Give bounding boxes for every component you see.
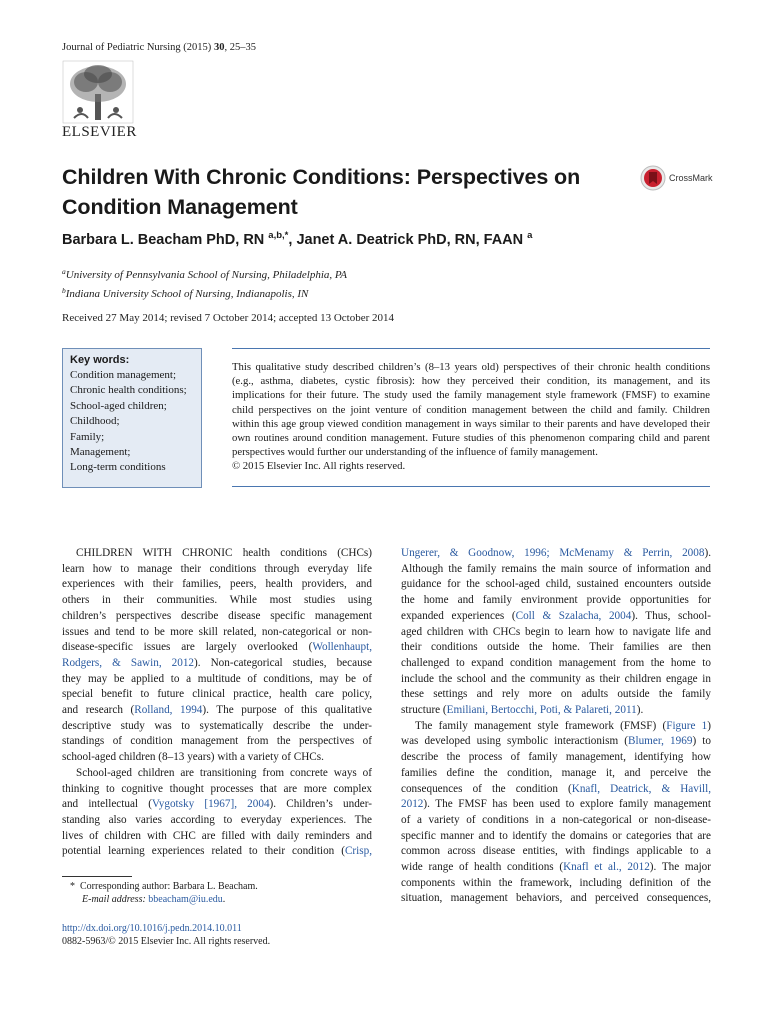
citation-link[interactable]: Ungerer, & Goodnow, 1996; McMenamy & Perrin, 2008 — [401, 547, 705, 559]
author-list: Barbara L. Beacham PhD, RN $^{a,b,*}$, Janet A. Deatrick PhD, RN, FAAN $^a$ — [62, 230, 533, 248]
article-title: Children With Chronic Conditions: Perspectives on Condition Management — [62, 165, 581, 219]
doi-block — [62, 922, 270, 948]
crossmark-badge[interactable] — [640, 165, 713, 191]
body-text-line — [401, 625, 711, 641]
keyword-item: Chronic health conditions; — [70, 384, 187, 397]
citation-link[interactable]: Emiliani, Bertocchi, Poti, & Palareti, 2011 — [446, 704, 637, 717]
body-text: ). — [636, 704, 644, 717]
issn-line: 0882-5963/© 2015 Elsevier Inc. All rights reserved. — [62, 936, 271, 947]
body-text-line — [62, 766, 372, 782]
body-text-line — [62, 546, 372, 562]
keywords-box — [62, 348, 202, 488]
body-text-line — [401, 703, 711, 719]
body-text: standing also varies according to everyday experiences. The — [62, 813, 372, 826]
keyword-item: Family; — [70, 430, 105, 443]
keyword-item: Condition management; — [70, 369, 177, 381]
body-text-line — [62, 656, 372, 672]
body-text: families define the condition, manage it, and perceive the — [401, 766, 711, 779]
body-text-line — [62, 609, 372, 625]
body-text-line — [401, 672, 711, 688]
body-text: consequences of the condition ( — [401, 782, 572, 795]
email-label: E-mail address: — [82, 894, 146, 905]
citation-link[interactable]: Knafl et al., 2012 — [563, 861, 650, 874]
body-text-line — [401, 844, 711, 860]
body-text: ). The major — [649, 861, 712, 874]
body-text: CHILDREN WITH CHRONIC health conditions (CHCs) — [76, 547, 372, 559]
body-text-line — [62, 577, 372, 593]
body-text-line — [401, 562, 711, 578]
body-text-line — [62, 640, 372, 656]
body-text: thinking to cognitive thought processes that are more complex — [62, 782, 372, 795]
body-text-line — [401, 609, 711, 625]
body-text: was developed using symbolic interactionism ( — [401, 735, 629, 748]
citation-link[interactable]: Vygotsky [1967], 2004 — [151, 798, 270, 811]
body-text-line — [62, 593, 372, 609]
body-text: specific manner and to identify the domains or categories that are — [401, 829, 711, 842]
body-text: ). — [704, 547, 711, 559]
body-text-line — [62, 719, 372, 735]
body-text: their conditions outside the home. Their families are then — [401, 641, 711, 654]
body-text: challenged to expand condition management from the home to — [401, 656, 711, 669]
body-text-line — [62, 813, 372, 829]
abstract-top-rule — [232, 348, 710, 349]
body-text: and intellectual ( — [62, 798, 152, 811]
journal-volume: 30 — [213, 42, 225, 53]
abstract-line: within this age group viewed condition management in ways similar to their parents and have developed their — [232, 417, 710, 430]
body-text: situation, management behaviors, and perceived consequences, — [401, 892, 711, 905]
body-text-line — [62, 687, 372, 703]
body-text: ). Thus, school- — [631, 609, 711, 622]
elsevier-tree-logo — [62, 60, 134, 124]
footnote-star: * — [70, 881, 75, 892]
body-text: common across disease entities, with findings applicable to a — [401, 845, 711, 858]
copyright-line: © 2015 Elsevier Inc. All rights reserved. — [232, 460, 406, 473]
body-text-line — [62, 672, 372, 688]
journal-name: Journal of Pediatric Nursing (2015) — [62, 42, 212, 53]
body-text: of a variety of conditions in a non-categorical or non-disease- — [401, 813, 711, 826]
citation-link[interactable]: Coll & Szalacha, 2004 — [515, 609, 632, 622]
crossmark-icon — [640, 165, 666, 191]
body-text-line — [62, 797, 372, 813]
keyword-item: Management; — [70, 446, 131, 459]
body-text-line — [401, 640, 711, 656]
abstract-line: (e.g., asthma, diabetes, cystic fibrosis): how they perceived their condition, its management, and its — [232, 375, 710, 388]
body-text-line — [401, 766, 711, 782]
body-text-line — [401, 687, 711, 703]
affiliation: $^b$Indiana University School of Nursing, Indianapolis, IN — [62, 286, 309, 300]
body-text: ) — [707, 719, 711, 732]
keyword-item: Long-term conditions — [70, 461, 166, 474]
body-text: potential learning experiences related to their condition ( — [62, 845, 345, 858]
body-text: ). The FMSF has been used to explore family management — [423, 798, 711, 811]
body-text-line — [62, 782, 372, 798]
keywords-title: Key words: — [70, 354, 130, 366]
body-text-line — [401, 891, 711, 907]
abstract-line: perspectives would further our understanding of the influence of family management. — [232, 446, 598, 459]
body-text: guidance for the school-aged child, sustained encounters outside — [401, 578, 711, 591]
footnote-rule — [62, 876, 132, 877]
body-text: and research ( — [62, 704, 135, 717]
body-text: they may be applied to a multitude of conditions, may be of — [62, 672, 372, 685]
body-text: ). Non-categorical studies, because — [194, 656, 372, 669]
body-text: wide range of health conditions ( — [401, 861, 564, 874]
abstract-bottom-rule — [232, 486, 710, 487]
body-text-line — [401, 734, 711, 750]
citation-link[interactable]: Blumer, 1969 — [628, 735, 693, 748]
body-text-line — [401, 829, 711, 845]
body-text-line — [62, 829, 372, 845]
email-link[interactable]: bbeacham@iu.edu — [148, 894, 223, 905]
body-text: disease-specific issues are largely overlooked ( — [62, 641, 313, 654]
body-text-line — [401, 656, 711, 672]
publisher-name: ELSEVIER — [62, 124, 137, 140]
body-text-line — [401, 797, 711, 813]
doi-link[interactable]: http://dx.doi.org/10.1016/j.pedn.2014.10.011 — [62, 923, 242, 934]
body-text-line — [62, 625, 372, 641]
author-name: Janet A. Deatrick PhD, RN, FAAN — [296, 232, 524, 248]
body-text: School-aged children are transitioning from concrete ways of — [76, 766, 372, 779]
received-dates: Received 27 May 2014; revised 7 October 2014; accepted 13 October 2014 — [62, 312, 395, 324]
citation-link[interactable]: Crisp, — [344, 845, 372, 858]
body-text-line — [401, 577, 711, 593]
body-text: special benefit to future clinical practice, health care policy, — [62, 688, 372, 701]
body-text: standings of condition management from the perspectives of — [62, 735, 372, 748]
body-text: learn how to manage their conditions through everyday life — [62, 562, 372, 575]
body-text: children’s perspectives describe disease specific management — [62, 609, 372, 622]
corresponding-author-footnote: * Corresponding author: Barbara L. Beacham. E-mail address: bbeacham@iu.edu. — [70, 881, 258, 905]
journal-citation — [62, 42, 256, 53]
citation-link[interactable]: Rolland, 1994 — [134, 704, 203, 717]
body-text: components within the framework, including definition of the — [401, 876, 711, 889]
body-text: expanded experiences ( — [401, 609, 516, 622]
body-text: others in their communities. While most studies using — [62, 594, 372, 607]
author-name: Barbara L. Beacham PhD, RN — [62, 232, 265, 248]
abstract-line: This qualitative study described children’s (8–13 years old) perspectives of their chronic health conditions — [232, 361, 710, 373]
keyword-item: School-aged children; — [70, 399, 167, 412]
citation-link[interactable]: 2012 — [401, 798, 424, 811]
abstract — [232, 360, 710, 474]
abstract-line: own routines around condition management. Future studies of this phenomenon comparing child and parent — [232, 432, 710, 445]
body-text-line — [401, 546, 711, 562]
body-text: aged children with CHCs begin to learn how to navigate life and — [401, 625, 711, 638]
abstract-line: implications for their future. The study used the family management style framework (FMSF) to examine — [232, 389, 710, 402]
body-text-line — [62, 844, 372, 860]
body-text-line — [62, 562, 372, 578]
body-text: ). The purpose of this qualitative — [202, 704, 372, 717]
crossmark-label: CrossMark — [669, 173, 713, 183]
citation-link[interactable]: Wollenhaupt, — [312, 641, 372, 654]
body-text: lives of children with CHC are filled with daily reminders and — [62, 829, 372, 842]
keyword-item: Childhood; — [70, 415, 120, 428]
body-column-right — [401, 546, 711, 907]
body-text: ) to — [692, 735, 711, 748]
citation-link[interactable]: Rodgers, & Sawin, 2012 — [62, 656, 195, 669]
abstract-line: child perspectives on the joint venture of condition management between the child and family. Children — [232, 403, 710, 416]
body-text-line — [401, 593, 711, 609]
body-text: issues and tend to be more skill related, non-categorical or non- — [62, 625, 372, 638]
body-text-line — [62, 750, 372, 766]
body-text-line — [401, 782, 711, 798]
body-text-line — [401, 750, 711, 766]
body-text: descriptive study was to systematically describe the under- — [62, 719, 372, 732]
body-text: school-aged children (8–13 years) with a variety of CHCs. — [62, 751, 324, 764]
author-affiliation-marks[interactable]: a,b,* — [268, 230, 289, 241]
body-text: the home and family environment provide opportunities for — [401, 594, 711, 607]
body-text-line — [401, 813, 711, 829]
affiliations — [62, 264, 347, 302]
body-text: The family management style framework (FMSF) ( — [415, 719, 667, 732]
author-affiliation-marks[interactable]: a — [527, 230, 533, 241]
body-text-line — [62, 734, 372, 750]
body-column-left — [62, 546, 372, 860]
body-text: describe the process of family management, identifying how — [401, 751, 711, 764]
body-text: Although the family remains the main source of information and — [401, 562, 711, 575]
citation-link[interactable]: Figure 1 — [666, 719, 708, 732]
body-text-line — [62, 703, 372, 719]
corresponding-author: Corresponding author: Barbara L. Beacham. — [80, 881, 258, 892]
body-text-line — [401, 860, 711, 876]
body-text-line — [401, 719, 711, 735]
body-text: experiences with their families, peers, health providers, and — [62, 578, 372, 591]
body-text: structure ( — [401, 704, 447, 717]
affiliation: $^a$University of Pennsylvania School of Nursing, Philadelphia, PA — [62, 267, 347, 281]
journal-pages: , 25–35 — [224, 42, 256, 53]
body-text-line — [401, 876, 711, 892]
body-text: these settings and rely more on adults outside the family — [401, 688, 711, 701]
citation-link[interactable]: Knafl, Deatrick, & Havill, — [571, 782, 711, 795]
body-text: ). Children’s under- — [269, 798, 372, 811]
body-text: include the school and the community as their children engage in — [401, 672, 711, 685]
